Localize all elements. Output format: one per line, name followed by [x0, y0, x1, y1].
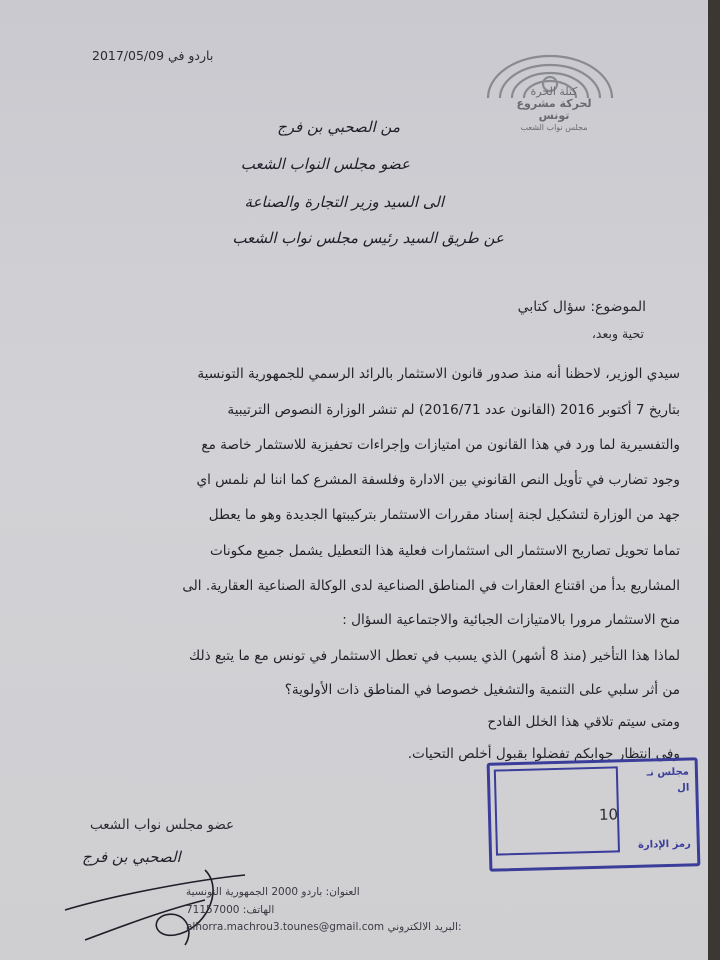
stamp-top-label: مجلس نـ	[646, 766, 690, 779]
handwritten-signature	[55, 840, 265, 960]
letter-greeting: تحية وبعد،	[591, 326, 644, 341]
addressee-via: عن طريق السيد رئيس مجلس نواب الشعب	[232, 229, 504, 247]
body-line-9: لماذا هذا التأخير (منذ 8 أشهر) الذي يسبب في تعطل الاستثمار في تونس مع ما يتبع ذلك	[188, 648, 680, 664]
footer-email-row	[186, 921, 462, 933]
body-line-12: وفي انتظار جوابكم تفضلوا بقبول أخلص التحيات.	[407, 746, 680, 762]
stamp-number: 10	[598, 805, 619, 824]
signer-title: عضو مجلس نواب الشعب	[90, 817, 235, 833]
footer-address: العنوان: باردو 2000 الجمهورية التونسية	[186, 886, 360, 898]
addressee-from: من الصحبي بن فرج	[277, 118, 400, 136]
addressee-member: عضو مجلس النواب الشعب	[240, 155, 410, 173]
stamp-bottom-label: رمز الإدارة	[637, 838, 691, 851]
body-line-8: منح الاستثمار مرورا بالامتيازات الجبائية والاجتماعية السؤال :	[342, 612, 680, 628]
addressee-minister: الى السيد وزير التجارة والصناعة	[244, 193, 444, 211]
logo-line-1: كتلة الحرة	[530, 85, 578, 98]
letter-subject: الموضوع: سؤال كتابي	[517, 299, 646, 315]
body-line-7: المشاريع بدأ من اقتناع العقارات في المناطق الصناعية لدى الوكالة الصناعية العقارية. الى	[182, 578, 680, 594]
footer-email-label: البريد الالكتروني:	[387, 921, 462, 933]
footer-phone: الهاتف: 71157000	[186, 904, 275, 916]
body-line-11: ومتى سيتم تلاقي هذا الخلل الفادح	[487, 714, 680, 730]
footer-email: alhorra.machrou3.tounes@gmail.com	[186, 921, 385, 933]
body-line-10: من أثر سلبي على التنمية والتشغيل خصوصا في المناطق ذات الأولوية؟	[284, 682, 680, 698]
stamp-line-2: ال	[677, 782, 690, 794]
logo-line-3: مجلس نواب الشعب	[520, 123, 588, 132]
letter-date: باردو في 2017/05/09	[92, 48, 214, 63]
body-line-4: وجود تضارب في تأويل النص القانوني بين الادارة وفلسفة المشرع كما اننا لم نلمس اي	[196, 472, 680, 488]
body-line-5: جهد من الوزارة لتشكيل لجنة إسناد مقررات الاستثمار بتركيبتها الجديدة وهو ما يعطل	[208, 507, 680, 523]
reception-stamp	[487, 757, 701, 871]
body-line-6: تماما تحويل تصاريح الاستثمار الى استثمارات فعلية هذا التعطيل يشمل جميع مكونات	[209, 543, 680, 559]
body-line-3: والتفسيرية لما ورد في هذا القانون من امتيازات وإجراءات تحفيزية للاستثمار خاصة مع	[201, 437, 680, 453]
signer-name: الصحبي بن فرج	[82, 848, 181, 866]
page-edge-shadow	[708, 0, 720, 960]
logo-line-2: لحركة مشروع تونس	[516, 97, 592, 122]
logo-caption	[505, 86, 603, 134]
body-line-2: بتاريخ 7 أكتوبر 2016 (القانون عدد 2016/71) لم تنشر الوزارة النصوص الترتيبية	[227, 402, 680, 418]
body-line-1: سيدي الوزير، لاحظنا أنه منذ صدور قانون الاستثمار بالرائد الرسمي للجمهورية التونسية	[197, 366, 680, 382]
